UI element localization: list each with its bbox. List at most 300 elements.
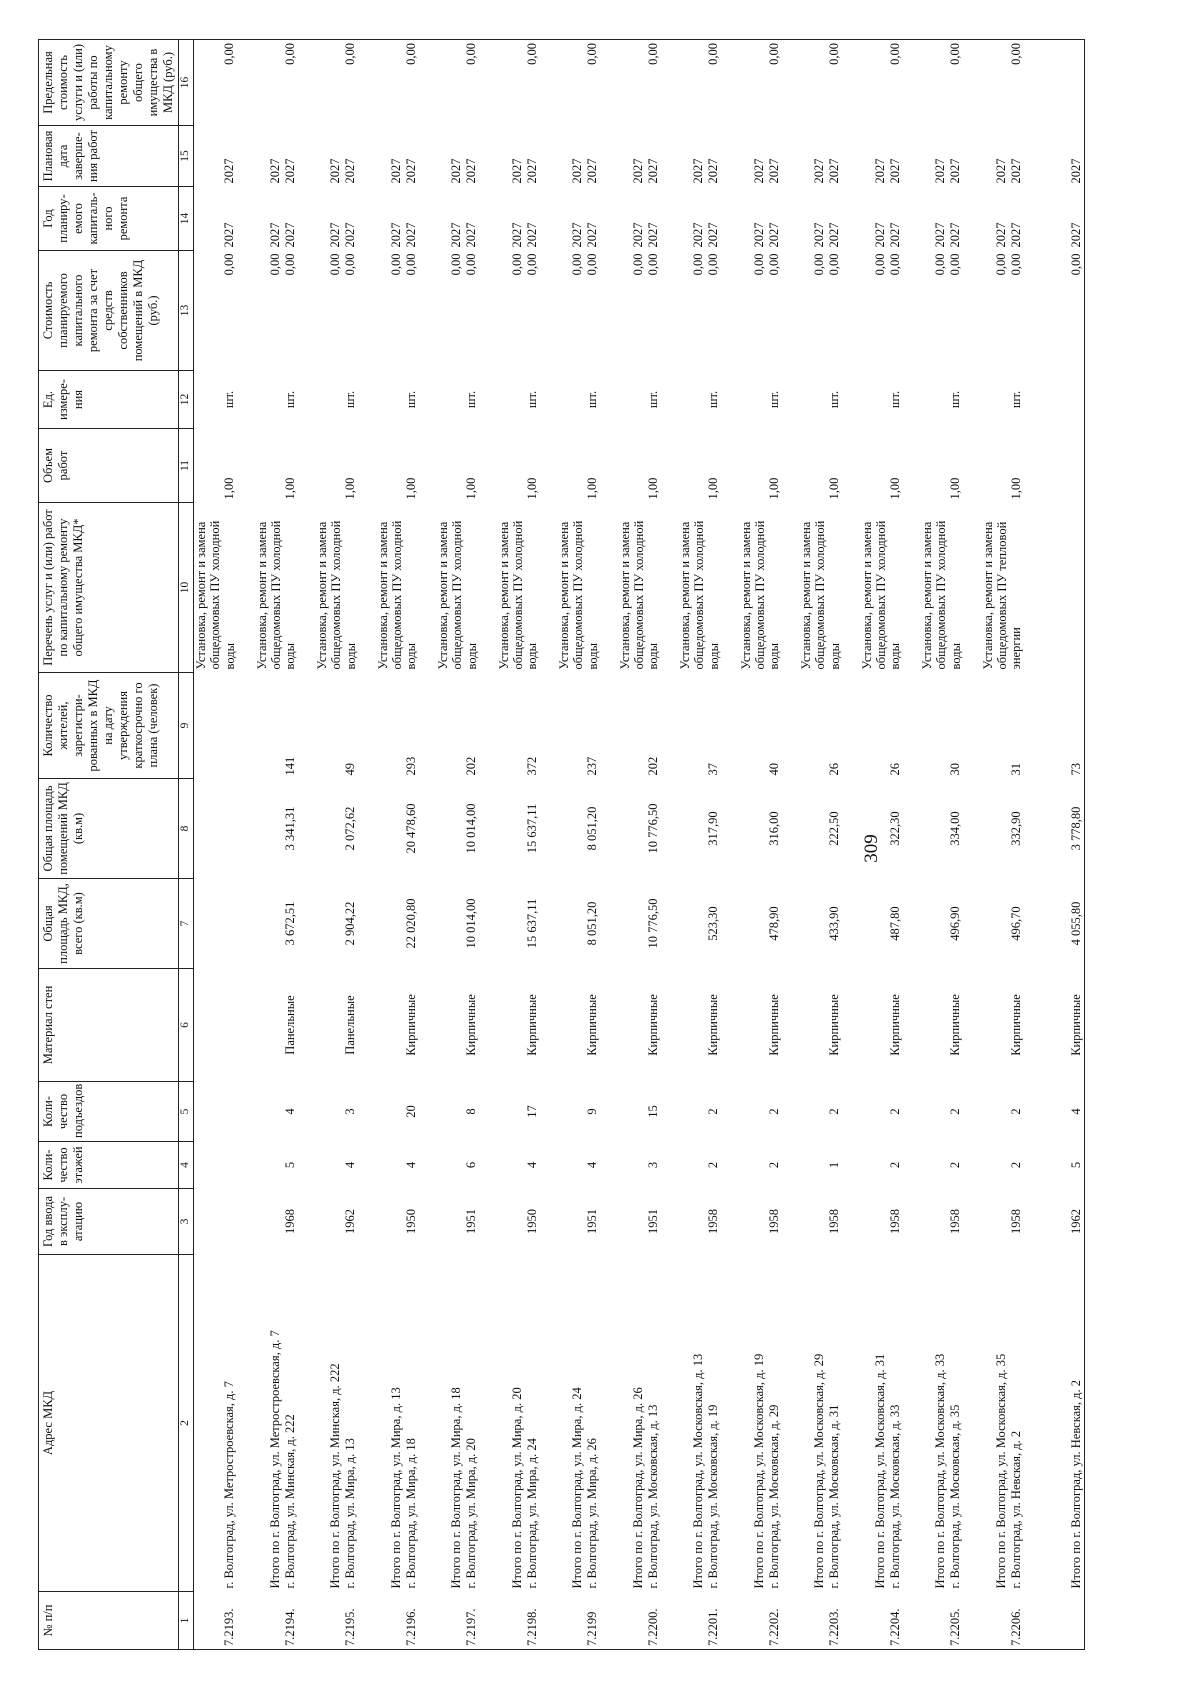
premises-area: 322,30 bbox=[887, 811, 902, 846]
subtotal-end-date: 2027 bbox=[691, 158, 706, 184]
premises-area: 10 776,50 bbox=[645, 803, 660, 854]
wall-material: Кирпичные bbox=[585, 994, 600, 1056]
end-date: 2027 bbox=[464, 158, 479, 184]
table-row bbox=[661, 40, 722, 1650]
total-label: Итого по г. Волгоград, ул. Московская, д. 35 bbox=[993, 1353, 1008, 1589]
end-date: 2027 bbox=[706, 158, 721, 184]
row-number: 7.2204. bbox=[887, 1608, 902, 1646]
work-description: Установка, ремонт и замена общедомовых ПУ холодной воды bbox=[920, 520, 963, 670]
work-description: Установка, ремонт и замена общедомовых ПУ холодной воды bbox=[436, 520, 479, 670]
subtotal-end-date: 2027 bbox=[449, 158, 464, 184]
entrances: 4 bbox=[282, 1108, 297, 1115]
column-header: Количество жителей, зарегистри-рованных в МКД на дату утверждения краткосрочно го плана (человек) bbox=[39, 673, 179, 779]
commission-year: 1962 bbox=[1068, 1209, 1083, 1234]
column-number: 14 bbox=[179, 187, 194, 251]
residents: 49 bbox=[343, 763, 358, 776]
repair-cost: 0,00 bbox=[645, 253, 660, 276]
table-row bbox=[237, 40, 298, 1650]
total-area: 2 904,22 bbox=[343, 901, 358, 946]
subtotal-repair-year: 2027 bbox=[630, 222, 645, 248]
work-volume: 1,00 bbox=[585, 477, 600, 500]
premises-area: 8 051,20 bbox=[585, 806, 600, 851]
column-header: Коли-чество этажей bbox=[39, 1142, 179, 1189]
unit: шт. bbox=[585, 390, 600, 409]
address: г. Волгоград, ул. Московская, д. 33 bbox=[887, 1404, 902, 1589]
work-description: Установка, ремонт и замена общедомовых ПУ тепловой энергии bbox=[980, 521, 1024, 670]
premises-area: 334,00 bbox=[948, 811, 963, 846]
repair-cost: 0,00 bbox=[766, 253, 781, 276]
subtotal-end-date: 2027 bbox=[1068, 158, 1083, 184]
residents: 141 bbox=[282, 756, 297, 776]
total-label: Итого по г. Волгоград, ул. Мира, д. 18 bbox=[449, 1387, 464, 1589]
repair-cost: 0,00 bbox=[343, 253, 358, 276]
premises-area: 3 778,80 bbox=[1068, 806, 1083, 851]
commission-year: 1958 bbox=[766, 1209, 781, 1234]
repair-cost: 0,00 bbox=[706, 253, 721, 276]
commission-year: 1958 bbox=[887, 1209, 902, 1234]
work-description: Установка, ремонт и замена общедомовых ПУ холодной воды bbox=[859, 520, 903, 670]
table-row bbox=[298, 40, 359, 1650]
work-volume: 1,00 bbox=[948, 477, 963, 500]
column-header: Объем работ bbox=[39, 429, 179, 503]
commission-year: 1950 bbox=[524, 1209, 539, 1234]
end-date: 2027 bbox=[948, 158, 963, 184]
premises-area: 316,00 bbox=[766, 811, 781, 846]
unit: шт. bbox=[645, 390, 660, 409]
column-header: № п/п bbox=[39, 1592, 179, 1650]
repair-year: 2027 bbox=[948, 222, 963, 248]
total-area: 4 055,80 bbox=[1068, 901, 1083, 946]
end-date: 2027 bbox=[887, 158, 902, 184]
wall-material: Кирпичные bbox=[766, 994, 781, 1056]
unit: шт. bbox=[524, 390, 539, 409]
column-header: Стоимость планируемого капитального ремонта за счет средств собственников помещений в МКД (руб.) bbox=[39, 251, 179, 371]
commission-year: 1950 bbox=[403, 1209, 418, 1234]
wall-material: Панельные bbox=[282, 995, 297, 1055]
premises-area: 10 014,00 bbox=[464, 803, 479, 854]
column-header: Общая площадь МКД, всего (кв.м) bbox=[39, 879, 179, 969]
subtotal-cost: 0,00 bbox=[267, 253, 282, 276]
floors: 4 bbox=[403, 1161, 418, 1169]
subtotal-end-date: 2027 bbox=[872, 158, 887, 184]
row-number: 7.2202. bbox=[766, 1608, 781, 1646]
work-volume: 1,00 bbox=[464, 477, 479, 500]
work-description: Установка, ремонт и замена общедомовых ПУ холодной воды bbox=[194, 520, 237, 670]
subtotal-cost: 0,00 bbox=[691, 253, 706, 276]
residents: 202 bbox=[645, 756, 660, 776]
table-row bbox=[540, 40, 601, 1650]
table-row bbox=[479, 40, 540, 1650]
max-cost: 0,00 bbox=[887, 43, 902, 65]
address: г. Волгоград, ул. Московская, д. 31 bbox=[827, 1404, 842, 1589]
work-description: Установка, ремонт и замена общедомовых ПУ холодной воды bbox=[678, 520, 721, 670]
max-cost: 0,00 bbox=[827, 43, 842, 65]
entrances: 2 bbox=[706, 1108, 721, 1115]
column-number: 11 bbox=[179, 429, 194, 503]
floors: 2 bbox=[887, 1161, 902, 1169]
table-row bbox=[963, 40, 1024, 1650]
wall-material: Кирпичные bbox=[827, 994, 842, 1056]
column-number: 13 bbox=[179, 251, 194, 371]
total-area: 10 776,50 bbox=[645, 898, 660, 949]
total-area: 10 014,00 bbox=[464, 898, 479, 949]
subtotal-cost: 0,00 bbox=[388, 253, 403, 276]
floors: 1 bbox=[827, 1161, 842, 1169]
premises-area: 3 341,31 bbox=[282, 806, 297, 851]
floors: 4 bbox=[524, 1161, 539, 1169]
column-number: 8 bbox=[179, 779, 194, 879]
column-header: Плановая дата заверше-ния работ bbox=[39, 126, 179, 187]
address: г. Волгоград, ул. Метростроевская, д. 7 bbox=[222, 1381, 237, 1589]
column-number: 1 bbox=[179, 1592, 194, 1650]
floors: 4 bbox=[343, 1161, 358, 1169]
work-volume: 1,00 bbox=[706, 477, 721, 500]
entrances: 4 bbox=[1068, 1108, 1083, 1115]
residents: 30 bbox=[948, 763, 963, 776]
unit: шт. bbox=[887, 390, 902, 409]
total-label: Итого по г. Волгоград, ул. Московская, д. 31 bbox=[872, 1353, 887, 1589]
unit: шт. bbox=[827, 390, 842, 409]
entrances: 3 bbox=[343, 1108, 358, 1115]
column-header: Общая площадь помещений МКД (кв.м) bbox=[39, 779, 179, 879]
column-number: 3 bbox=[179, 1189, 194, 1255]
entrances: 17 bbox=[524, 1105, 539, 1118]
subtotal-end-date: 2027 bbox=[388, 158, 403, 184]
wall-material: Кирпичные bbox=[948, 994, 963, 1056]
unit: шт. bbox=[706, 390, 721, 409]
total-label: Итого по г. Волгоград, ул. Мира, д. 20 bbox=[509, 1387, 524, 1589]
entrances: 2 bbox=[887, 1108, 902, 1115]
end-date: 2027 bbox=[585, 158, 600, 184]
subtotal-repair-year: 2027 bbox=[509, 222, 524, 248]
total-area: 8 051,20 bbox=[585, 901, 600, 946]
row-number: 7.2199 bbox=[585, 1611, 600, 1646]
column-header: Предельная стоимость услуги и (или) работы по капитальному ремонту общего имущества в МКД (руб.) bbox=[39, 40, 179, 126]
commission-year: 1958 bbox=[948, 1209, 963, 1234]
row-number: 7.2197. bbox=[464, 1608, 479, 1646]
premises-area: 15 637,11 bbox=[524, 803, 539, 854]
total-area: 496,90 bbox=[948, 906, 963, 941]
subtotal-end-date: 2027 bbox=[630, 158, 645, 184]
address: г. Волгоград, ул. Мира, д. 18 bbox=[403, 1438, 418, 1589]
row-number: 7.2205. bbox=[948, 1608, 963, 1646]
subtotal-cost: 0,00 bbox=[630, 253, 645, 276]
residents: 26 bbox=[827, 763, 842, 776]
work-description: Установка, ремонт и замена общедомовых ПУ холодной воды bbox=[375, 520, 419, 670]
total-area: 22 020,80 bbox=[403, 898, 418, 949]
max-cost: 0,00 bbox=[948, 43, 963, 65]
commission-year: 1951 bbox=[585, 1209, 600, 1234]
row-number: 7.2206. bbox=[1008, 1608, 1023, 1646]
subtotal-end-date: 2027 bbox=[267, 158, 282, 184]
table-row bbox=[358, 40, 419, 1650]
subtotal-end-date: 2027 bbox=[993, 158, 1008, 184]
row-number: 7.2195. bbox=[343, 1608, 358, 1646]
repair-year: 2027 bbox=[282, 222, 297, 248]
column-header: Материал стен bbox=[39, 969, 179, 1082]
end-date: 2027 bbox=[1008, 158, 1023, 184]
work-volume: 1,00 bbox=[887, 477, 902, 500]
repair-cost: 0,00 bbox=[887, 253, 902, 276]
address: г. Волгоград, ул. Минская, д. 222 bbox=[282, 1414, 297, 1589]
table-row bbox=[194, 40, 238, 1650]
max-cost: 0,00 bbox=[1008, 43, 1023, 65]
max-cost: 0,00 bbox=[766, 43, 781, 65]
repair-year: 2027 bbox=[887, 222, 902, 248]
total-label: Итого по г. Волгоград, ул. Московская, д. 33 bbox=[933, 1353, 948, 1589]
commission-year: 1968 bbox=[282, 1209, 297, 1234]
address: г. Волгоград, ул. Московская, д. 13 bbox=[645, 1404, 660, 1589]
subtotal-cost: 0,00 bbox=[812, 253, 827, 276]
floors: 2 bbox=[766, 1161, 781, 1169]
row-number: 7.2198. bbox=[524, 1608, 539, 1646]
column-header: Ед. измере-ния bbox=[39, 371, 179, 429]
max-cost: 0,00 bbox=[403, 43, 418, 65]
repair-year: 2027 bbox=[524, 222, 539, 248]
floors: 4 bbox=[585, 1161, 600, 1169]
unit: шт. bbox=[1008, 390, 1023, 409]
work-description: Установка, ремонт и замена общедомовых ПУ холодной воды bbox=[315, 520, 358, 670]
address: г. Волгоград, ул. Московская, д. 35 bbox=[948, 1404, 963, 1589]
address: г. Волгоград, ул. Московская, д. 29 bbox=[766, 1404, 781, 1589]
commission-year: 1951 bbox=[645, 1209, 660, 1234]
column-number: 6 bbox=[179, 969, 194, 1082]
repair-cost: 0,00 bbox=[948, 253, 963, 276]
residents: 237 bbox=[585, 756, 600, 776]
commission-year: 1962 bbox=[343, 1209, 358, 1234]
column-number: 5 bbox=[179, 1082, 194, 1142]
residents: 372 bbox=[524, 756, 539, 776]
end-date: 2027 bbox=[766, 158, 781, 184]
repair-cost: 0,00 bbox=[403, 253, 418, 276]
end-date: 2027 bbox=[222, 158, 237, 184]
address: г. Волгоград, ул. Московская, д. 19 bbox=[706, 1404, 721, 1589]
total-area: 433,90 bbox=[827, 906, 842, 941]
work-volume: 1,00 bbox=[403, 477, 418, 500]
wall-material: Кирпичные bbox=[464, 994, 479, 1056]
end-date: 2027 bbox=[524, 158, 539, 184]
column-number: 7 bbox=[179, 879, 194, 969]
subtotal-repair-year: 2027 bbox=[933, 222, 948, 248]
column-header: Адрес МКД bbox=[39, 1255, 179, 1592]
total-area: 15 637,11 bbox=[524, 898, 539, 949]
premises-area: 317,90 bbox=[706, 811, 721, 846]
subtotal-cost: 0,00 bbox=[570, 253, 585, 276]
row-number: 7.2200. bbox=[645, 1608, 660, 1646]
unit: шт. bbox=[343, 390, 358, 409]
entrances: 15 bbox=[645, 1105, 660, 1118]
end-date: 2027 bbox=[403, 158, 418, 184]
column-number: 15 bbox=[179, 126, 194, 187]
max-cost: 0,00 bbox=[585, 43, 600, 65]
entrances: 9 bbox=[585, 1108, 600, 1115]
residents: 37 bbox=[706, 763, 721, 776]
premises-area: 20 478,60 bbox=[403, 803, 418, 854]
wall-material: Кирпичные bbox=[524, 994, 539, 1056]
subtotal-cost: 0,00 bbox=[328, 253, 343, 276]
subtotal-repair-year: 2027 bbox=[751, 222, 766, 248]
work-description: Установка, ремонт и замена общедомовых ПУ холодной воды bbox=[617, 520, 661, 670]
address: г. Волгоград, ул. Мира, д. 13 bbox=[343, 1438, 358, 1589]
table-row bbox=[782, 40, 843, 1650]
floors: 2 bbox=[948, 1161, 963, 1169]
column-header: Коли-чество подъездов bbox=[39, 1082, 179, 1142]
subtotal-repair-year: 2027 bbox=[328, 222, 343, 248]
floors: 5 bbox=[1068, 1161, 1083, 1169]
floors: 6 bbox=[464, 1161, 479, 1169]
max-cost: 0,00 bbox=[464, 43, 479, 65]
unit: шт. bbox=[464, 390, 479, 409]
subtotal-cost: 0,00 bbox=[933, 253, 948, 276]
subtotal-repair-year: 2027 bbox=[812, 222, 827, 248]
max-cost: 0,00 bbox=[343, 43, 358, 65]
wall-material: Кирпичные bbox=[403, 994, 418, 1056]
table-row bbox=[1024, 40, 1085, 1650]
wall-material: Кирпичные bbox=[887, 994, 902, 1056]
repair-year: 2027 bbox=[766, 222, 781, 248]
repair-year: 2027 bbox=[645, 222, 660, 248]
column-number: 10 bbox=[179, 503, 194, 673]
repair-cost: 0,00 bbox=[464, 253, 479, 276]
column-number: 12 bbox=[179, 371, 194, 429]
column-header: Год планиру-емого капиталь-ного ремонта bbox=[39, 187, 179, 251]
row-number: 7.2201. bbox=[706, 1608, 721, 1646]
column-number: 2 bbox=[179, 1255, 194, 1592]
subtotal-cost: 0,00 bbox=[449, 253, 464, 276]
subtotal-cost: 0,00 bbox=[872, 253, 887, 276]
unit: шт. bbox=[948, 390, 963, 409]
subtotal-end-date: 2027 bbox=[570, 158, 585, 184]
wall-material: Кирпичные bbox=[706, 994, 721, 1056]
unit: шт. bbox=[282, 390, 297, 409]
total-label: Итого по г. Волгоград, ул. Мира, д. 13 bbox=[388, 1387, 403, 1589]
repair-cost: 0,00 bbox=[222, 253, 237, 276]
address: г. Волгоград, ул. Мира, д. 24 bbox=[524, 1438, 539, 1589]
column-number-row bbox=[179, 40, 194, 1650]
total-label: Итого по г. Волгоград, ул. Минская, д. 222 bbox=[328, 1363, 343, 1589]
work-volume: 1,00 bbox=[766, 477, 781, 500]
end-date: 2027 bbox=[827, 158, 842, 184]
subtotal-repair-year: 2027 bbox=[1068, 222, 1083, 248]
residents: 293 bbox=[403, 756, 418, 776]
end-date: 2027 bbox=[343, 158, 358, 184]
repair-register-table bbox=[38, 39, 1085, 1650]
total-label: Итого по г. Волгоград, ул. Московская, д. 13 bbox=[691, 1353, 706, 1589]
total-label: Итого по г. Волгоград, ул. Московская, д. 29 bbox=[812, 1353, 827, 1589]
work-description: Установка, ремонт и замена общедомовых ПУ холодной воды bbox=[557, 520, 600, 670]
residents: 40 bbox=[766, 763, 781, 776]
subtotal-end-date: 2027 bbox=[751, 158, 766, 184]
work-description: Установка, ремонт и замена общедомовых ПУ холодной воды bbox=[496, 520, 540, 670]
work-volume: 1,00 bbox=[827, 477, 842, 500]
table-row bbox=[842, 40, 903, 1650]
end-date: 2027 bbox=[282, 158, 297, 184]
column-number: 4 bbox=[179, 1142, 194, 1189]
subtotal-repair-year: 2027 bbox=[570, 222, 585, 248]
max-cost: 0,00 bbox=[282, 43, 297, 65]
subtotal-end-date: 2027 bbox=[933, 158, 948, 184]
repair-cost: 0,00 bbox=[1008, 253, 1023, 276]
entrances: 2 bbox=[948, 1108, 963, 1115]
repair-cost: 0,00 bbox=[524, 253, 539, 276]
address: г. Волгоград, ул. Невская, д. 2 bbox=[1008, 1430, 1023, 1589]
repair-year: 2027 bbox=[403, 222, 418, 248]
max-cost: 0,00 bbox=[524, 43, 539, 65]
subtotal-cost: 0,00 bbox=[751, 253, 766, 276]
entrances: 2 bbox=[766, 1108, 781, 1115]
work-volume: 1,00 bbox=[524, 477, 539, 500]
repair-cost: 0,00 bbox=[827, 253, 842, 276]
total-area: 478,90 bbox=[766, 906, 781, 941]
residents: 26 bbox=[887, 763, 902, 776]
column-header: Год ввода в эксплу-атацию bbox=[39, 1189, 179, 1255]
column-number: 16 bbox=[179, 40, 194, 126]
repair-year: 2027 bbox=[343, 222, 358, 248]
entrances: 2 bbox=[1008, 1108, 1023, 1115]
work-description: Установка, ремонт и замена общедомовых ПУ холодной воды bbox=[738, 520, 782, 670]
residents: 73 bbox=[1068, 763, 1083, 776]
column-header: Перечень услуг и (или) работ по капитальному ремонту общего имущества МКД* bbox=[39, 503, 179, 673]
subtotal-repair-year: 2027 bbox=[993, 222, 1008, 248]
max-cost: 0,00 bbox=[645, 43, 660, 65]
repair-cost: 0,00 bbox=[585, 253, 600, 276]
address: г. Волгоград, ул. Мира, д. 26 bbox=[585, 1438, 600, 1589]
wall-material: Кирпичные bbox=[1068, 994, 1083, 1056]
total-area: 523,30 bbox=[706, 906, 721, 941]
unit: шт. bbox=[222, 390, 237, 409]
subtotal-cost: 0,00 bbox=[993, 253, 1008, 276]
residents: 202 bbox=[464, 756, 479, 776]
unit: шт. bbox=[403, 390, 418, 409]
subtotal-end-date: 2027 bbox=[328, 158, 343, 184]
floors: 5 bbox=[282, 1161, 297, 1169]
premises-area: 2 072,62 bbox=[343, 806, 358, 851]
premises-area: 332,90 bbox=[1008, 811, 1023, 846]
subtotal-end-date: 2027 bbox=[509, 158, 524, 184]
entrances: 8 bbox=[464, 1108, 479, 1115]
work-volume: 1,00 bbox=[282, 477, 297, 500]
entrances: 2 bbox=[827, 1108, 842, 1115]
wall-material: Кирпичные bbox=[645, 994, 660, 1056]
subtotal-repair-year: 2027 bbox=[691, 222, 706, 248]
end-date: 2027 bbox=[645, 158, 660, 184]
total-label: Итого по г. Волгоград, ул. Метростроевская, д. 7 bbox=[267, 1330, 282, 1589]
repair-year: 2027 bbox=[1008, 222, 1023, 248]
subtotal-repair-year: 2027 bbox=[872, 222, 887, 248]
repair-year: 2027 bbox=[706, 222, 721, 248]
work-volume: 1,00 bbox=[343, 477, 358, 500]
row-number: 7.2194. bbox=[282, 1608, 297, 1646]
repair-cost: 0,00 bbox=[282, 253, 297, 276]
column-number: 9 bbox=[179, 673, 194, 779]
work-volume: 1,00 bbox=[222, 477, 237, 500]
total-label: Итого по г. Волгоград, ул. Московская, д. 19 bbox=[751, 1353, 766, 1589]
work-volume: 1,00 bbox=[645, 477, 660, 500]
work-volume: 1,00 bbox=[1008, 477, 1023, 500]
page-number: 309 bbox=[861, 834, 882, 863]
floors: 2 bbox=[706, 1161, 721, 1169]
table-row bbox=[419, 40, 480, 1650]
header-row bbox=[39, 40, 179, 1650]
subtotal-cost: 0,00 bbox=[509, 253, 524, 276]
row-number: 7.2193. bbox=[222, 1608, 237, 1646]
repair-year: 2027 bbox=[222, 222, 237, 248]
wall-material: Панельные bbox=[343, 995, 358, 1055]
table-body bbox=[194, 40, 1085, 1650]
total-label: Итого по г. Волгоград, ул. Невская, д. 2 bbox=[1068, 1380, 1083, 1589]
entrances: 20 bbox=[403, 1105, 418, 1118]
commission-year: 1958 bbox=[827, 1209, 842, 1234]
